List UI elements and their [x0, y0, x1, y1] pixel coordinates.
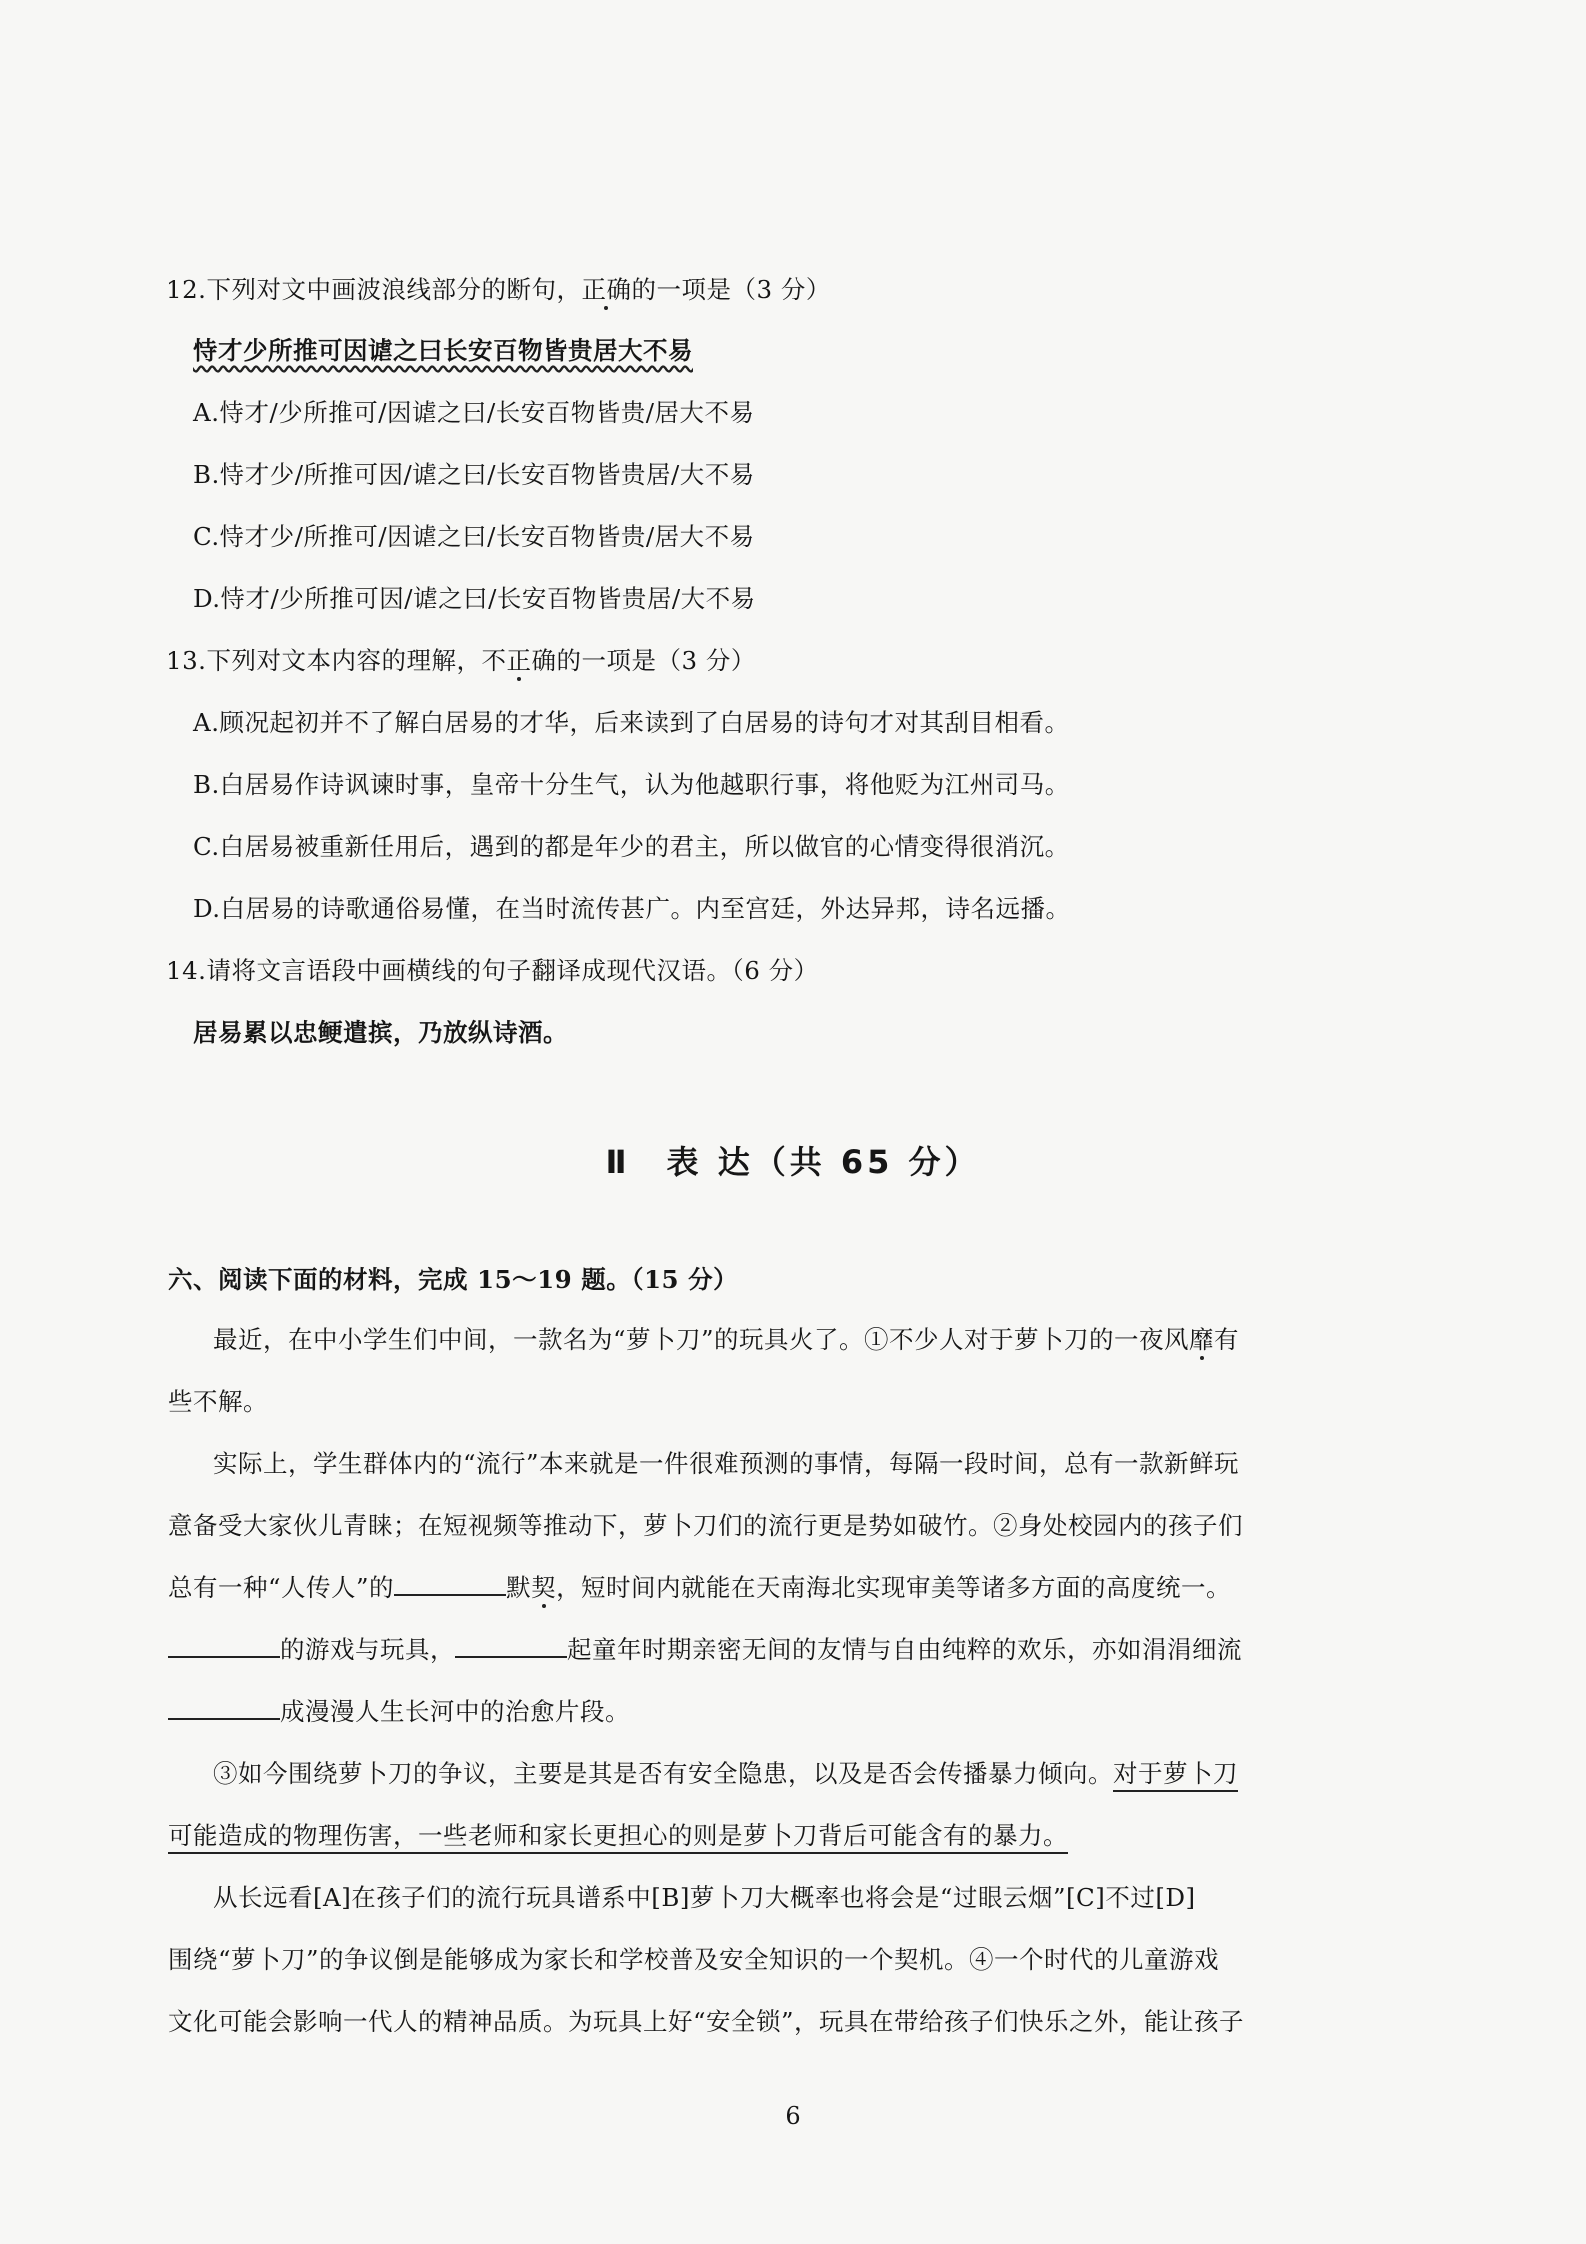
q13-emphasis-text: 不正确 — [481, 646, 557, 675]
q12-option-b: B.恃才少/所推可因/谑之曰/长安百物皆贵居/大不易 — [193, 460, 755, 489]
p2-line4-text-a: 的游戏与玩具， — [280, 1635, 455, 1664]
p3-underlined-sentence: 可能造成的物理伤害，一些老师和家长更担心的则是萝卜刀背后可能含有的暴力。 — [168, 1821, 1068, 1854]
p3-line1-text: ③如今围绕萝卜刀的争议，主要是其是否有安全隐患，以及是否会传播暴力倾向。 — [213, 1759, 1113, 1788]
passage-p4-line2: 围绕“萝卜刀”的争议倒是能够成为家长和学校普及安全知识的一个契机。④一个时代的儿童游戏 — [168, 1945, 1220, 1974]
passage-p3-line1 — [213, 1756, 1238, 1792]
q13-option-c: C.白居易被重新任用后，遇到的都是年少的君主，所以做官的心情变得很消沉。 — [193, 832, 1070, 861]
passage-p3-line2 — [168, 1818, 1068, 1854]
passage-p2-line2: 意备受大家伙儿青睐；在短视频等推动下，萝卜刀们的流行更是势如破竹。②身处校园内的孩子们 — [168, 1511, 1243, 1540]
q12-wavy-text: 恃才少所推可因谑之曰长安百物皆贵居大不易 — [193, 336, 693, 365]
passage-p4-line1: 从长远看[A]在孩子们的流行玩具谱系中[B]萝卜刀大概率也将会是“过眼云烟”[C]不过[D] — [213, 1883, 1196, 1912]
passage-p2-line1: 实际上，学生群体内的“流行”本来就是一件很难预测的事情，每隔一段时间，总有一款新鲜玩 — [213, 1449, 1240, 1478]
q13-stem-text-a: 13.下列对文本内容的理解， — [166, 646, 482, 675]
q13-option-a: A.顾况起初并不了解白居易的才华，后来读到了白居易的诗句才对其刮目相看。 — [193, 708, 1070, 737]
q13-stem-text-b: 的一项是（3 分） — [556, 646, 756, 675]
fill-blank-1 — [394, 1572, 506, 1596]
passage-p2-line3 — [168, 1570, 1231, 1606]
q12-stem-text-a: 12.下列对文中画波浪线部分的断句， — [166, 275, 582, 304]
fill-blank-3 — [455, 1634, 567, 1658]
fill-blank-4 — [168, 1696, 280, 1720]
fill-blank-2 — [168, 1634, 280, 1658]
q12-wavy-sentence — [193, 333, 693, 369]
q14-stem: 14.请将文言语段中画横线的句子翻译成现代汉语。（6 分） — [166, 956, 819, 985]
p2-emphasis-char: 契 — [531, 1573, 557, 1602]
p2-line5-text: 成漫漫人生长河中的治愈片段。 — [280, 1697, 630, 1726]
q13-option-b: B.白居易作诗讽谏时事，皇帝十分生气，认为他越职行事，将他贬为江州司马。 — [193, 770, 1070, 799]
section6-heading: 六、阅读下面的材料，完成 15～19 题。（15 分） — [168, 1265, 739, 1294]
p1-line1-end: 有 — [1214, 1325, 1240, 1354]
q12-stem-text-b: 的一项是（3 分） — [631, 275, 831, 304]
passage-p1-line1 — [213, 1322, 1239, 1358]
q12-option-c: C.恃才少/所推可/因谑之曰/长安百物皆贵/居大不易 — [193, 522, 755, 551]
p1-emphasis-char: 靡 — [1189, 1325, 1215, 1354]
section-title: Ⅱ 表 达（共 65 分） — [605, 1143, 981, 1181]
q12-stem — [166, 272, 831, 308]
passage-p4-line3: 文化可能会影响一代人的精神品质。为玩具上好“安全锁”，玩具在带给孩子们快乐之外，能让孩子 — [168, 2007, 1245, 2036]
p2-line3-text-a: 总有一种“人传人”的 — [168, 1573, 395, 1602]
page-number: 6 — [785, 2102, 801, 2130]
q12-option-d: D.恃才/少所推可因/谑之曰/长安百物皆贵居/大不易 — [193, 584, 756, 613]
q12-option-a: A.恃才/少所推可/因谑之曰/长安百物皆贵/居大不易 — [193, 398, 755, 427]
passage-p2-line5 — [168, 1694, 630, 1730]
p1-line1-text: 最近，在中小学生们中间，一款名为“萝卜刀”的玩具火了。①不少人对于萝卜刀的一夜风 — [213, 1325, 1190, 1354]
p2-line3-text-c: ，短时间内就能在天南海北实现审美等诸多方面的高度统一。 — [556, 1573, 1232, 1602]
p3-underlined-start: 对于萝卜刀 — [1113, 1759, 1238, 1792]
passage-p1-line2: 些不解。 — [168, 1387, 268, 1416]
passage-p2-line4 — [168, 1632, 1242, 1668]
p2-line4-text-b: 起童年时期亲密无间的友情与自由纯粹的欢乐，亦如涓涓细流 — [567, 1635, 1242, 1664]
q13-stem — [166, 643, 756, 679]
q13-option-d: D.白居易的诗歌通俗易懂，在当时流传甚广。内至宫廷，外达异邦，诗名远播。 — [193, 894, 1071, 923]
q14-sentence: 居易累以忠鲠遣摈，乃放纵诗酒。 — [193, 1018, 568, 1047]
p2-line3-text-b: 默 — [506, 1573, 532, 1602]
q12-emphasis-text: 正确 — [581, 275, 632, 304]
q12-emphasis — [581, 275, 631, 304]
